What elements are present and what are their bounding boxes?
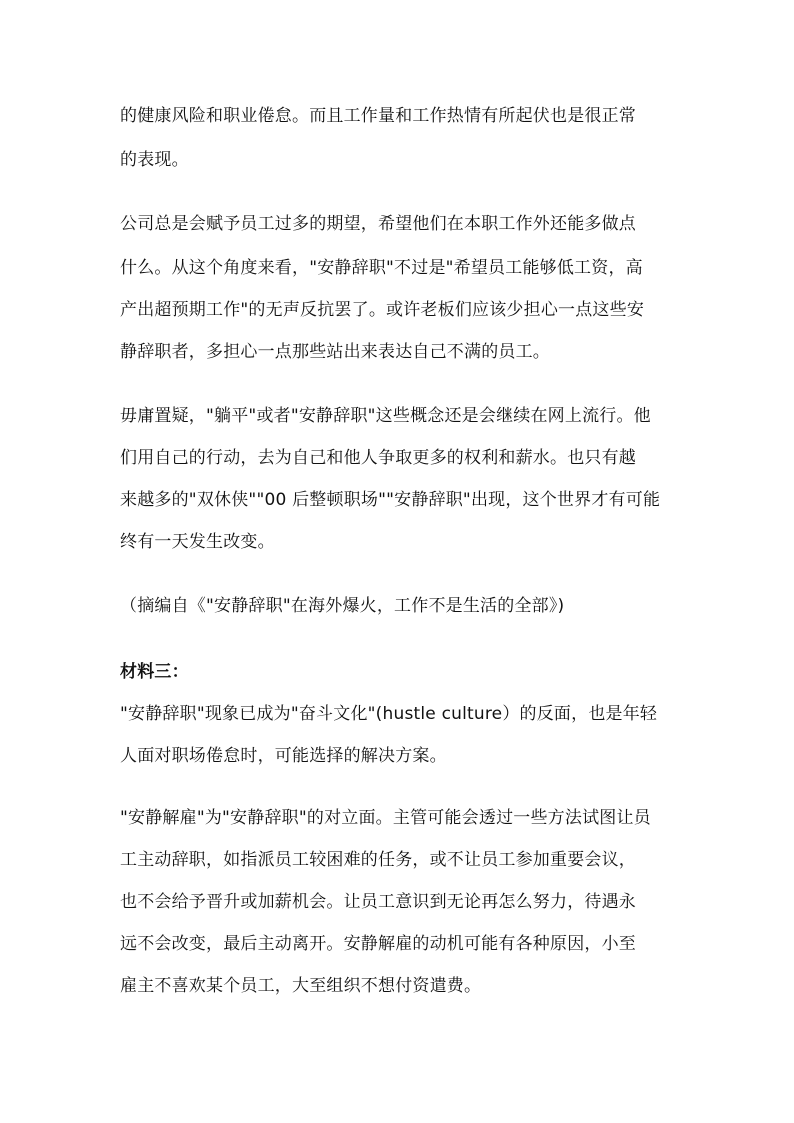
text-line: 也不会给予晋升或加薪机会。让员工意识到无论再怎么努力，待遇永	[120, 892, 636, 912]
text-line: 毋庸置疑，"躺平"或者"安静辞职"这些概念还是会继续在网上流行。他	[120, 406, 651, 426]
text-line: 人面对职场倦怠时，可能选择的解决方案。	[120, 746, 447, 766]
text-line: 什么。从这个角度来看，"安静辞职"不过是"希望员工能够低工资，高	[120, 258, 643, 278]
text-line: "安静辞职"现象已成为"奋斗文化"(hustle culture）的反面，也是年轻	[120, 704, 658, 724]
text-line: 雇主不喜欢某个员工，大至组织不想付资遣费。	[120, 976, 482, 996]
text-line: 工主动辞职，如指派员工较困难的任务，或不让员工参加重要会议，	[120, 850, 636, 870]
text-line: 的表现。	[120, 150, 189, 170]
text-line: 产出超预期工作"的无声反抗罢了。或许老板们应该少担心一点这些安	[120, 300, 645, 320]
text-line: "安静解雇"为"安静辞职"的对立面。主管可能会透过一些方法试图让员	[120, 808, 651, 828]
text-line: 静辞职者，多担心一点那些站出来表达自己不满的员工。	[120, 342, 550, 362]
text-line: 公司总是会赋予员工过多的期望，希望他们在本职工作外还能多做点	[120, 214, 636, 234]
text-line: 终有一天发生改变。	[120, 532, 275, 552]
section-heading: 材料三：	[120, 662, 189, 682]
text-line: 来越多的"双休侠""00 后整顿职场""安静辞职"出现，这个世界才有可能	[120, 490, 661, 510]
text-line: 远不会改变，最后主动离开。安静解雇的动机可能有各种原因，小至	[120, 934, 636, 954]
citation-line: （摘编自《"安静辞职"在海外爆火，工作不是生活的全部》)	[120, 596, 565, 616]
text-line: 们用自己的行动，去为自己和他人争取更多的权利和薪水。也只有越	[120, 448, 636, 468]
text-line: 的健康风险和职业倦怠。而且工作量和工作热情有所起伏也是很正常	[120, 106, 636, 126]
